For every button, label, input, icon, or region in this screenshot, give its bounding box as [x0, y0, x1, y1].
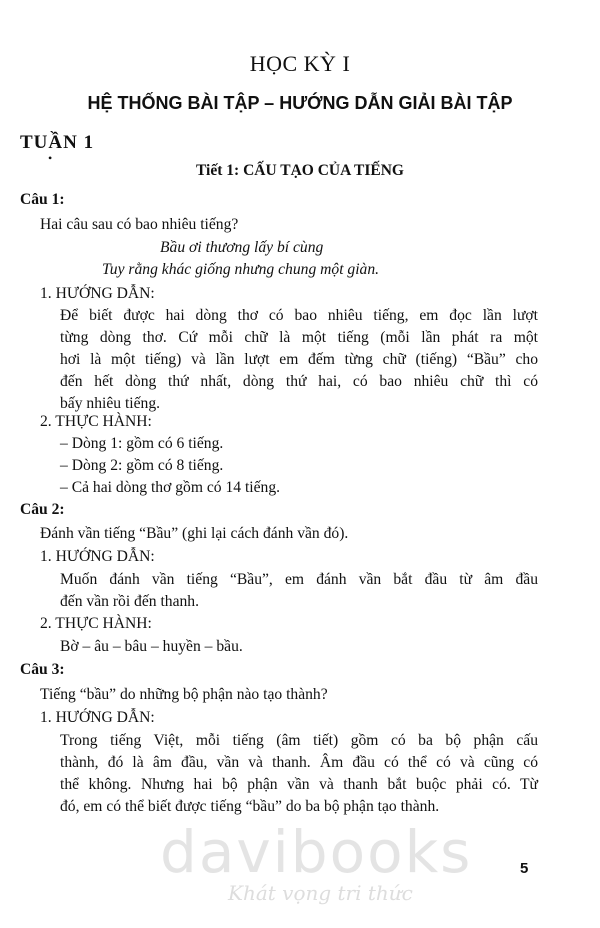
q3-label: Câu 3: — [20, 661, 65, 678]
q2-guide-paragraph — [60, 569, 538, 613]
q2-practice-text: Bờ – âu – bâu – huyền – bầu. — [60, 638, 243, 655]
q1-poem-line-2: Tuy rằng khác giống nhưng chung một giàn. — [102, 261, 380, 278]
q1-practice-heading: 2. THỰC HÀNH: — [40, 413, 152, 430]
q3-guide-line: Trong tiếng Việt, mỗi tiếng (âm tiết) gồm có ba bộ phận cấu — [60, 732, 538, 749]
q2-question: Đánh vần tiếng “Bầu” (ghi lại cách đánh vần đó). — [40, 525, 349, 542]
q1-practice-item: – Dòng 1: gồm có 6 tiếng. — [60, 435, 224, 452]
q1-guide-line: đến hết dòng thứ nhất, dòng thứ hai, có bao nhiêu chữ thì có — [60, 373, 538, 390]
system-title: HỆ THỐNG BÀI TẬP – HƯỚNG DẪN GIẢI BÀI TẬP — [87, 93, 513, 113]
semester-title: HỌC KỲ I — [249, 51, 351, 76]
q2-guide-heading: 1. HƯỚNG DẪN: — [40, 548, 155, 565]
q3-guide-line: đó, em có thể biết được tiếng “bầu” do ba bộ phận tạo thành. — [60, 798, 440, 815]
print-speck: • — [48, 151, 53, 165]
q1-guide-line: hơi là một tiếng) và lần lượt em đếm từng chữ (tiếng) “Bầu” cho — [60, 351, 538, 368]
page-number: 5 — [520, 860, 529, 877]
q3-guide-line: thành, đó là âm đầu, vần và thanh. Âm đầu có thể có và cũng có — [60, 754, 538, 771]
q2-guide-line: đến vần rồi đến thanh. — [60, 593, 200, 610]
q1-guide-line: từng dòng thơ. Cứ mỗi chữ là một tiếng (mỗi lần phát ra một — [60, 329, 538, 346]
lesson-title: Tiết 1: CẤU TẠO CỦA TIẾNG — [196, 162, 404, 179]
q1-guide-line: bấy nhiêu tiếng. — [60, 395, 161, 412]
q3-guide-paragraph — [60, 730, 538, 818]
q2-label: Câu 2: — [20, 501, 65, 518]
q1-poem-line-1: Bầu ơi thương lấy bí cùng — [160, 239, 324, 256]
q3-guide-heading: 1. HƯỚNG DẪN: — [40, 709, 155, 726]
week-label: TUẦN 1 — [20, 132, 95, 153]
q1-question: Hai câu sau có bao nhiêu tiếng? — [40, 216, 239, 233]
q2-guide-line: Muốn đánh vần tiếng “Bầu”, em đánh vần bắt đầu từ âm đầu — [60, 571, 538, 588]
q2-practice-heading: 2. THỰC HÀNH: — [40, 615, 152, 632]
q1-guide-heading: 1. HƯỚNG DẪN: — [40, 285, 155, 302]
watermark-logo: davibooks — [160, 818, 473, 886]
watermark-tagline: Khát vọng tri thức — [228, 881, 413, 905]
q1-guide-paragraph — [60, 305, 538, 415]
q1-practice-item: – Cả hai dòng thơ gồm có 14 tiếng. — [60, 479, 281, 496]
q1-guide-line: Để biết được hai dòng thơ có bao nhiêu tiếng, em đọc lần lượt — [60, 307, 538, 324]
q1-practice-item: – Dòng 2: gồm có 8 tiếng. — [60, 457, 224, 474]
q3-guide-line: thể không. Nhưng hai bộ phận vần và thanh bắt buộc phải có. Từ — [60, 776, 538, 793]
q3-question: Tiếng “bầu” do những bộ phận nào tạo thành? — [40, 686, 328, 703]
q1-label: Câu 1: — [20, 191, 65, 208]
